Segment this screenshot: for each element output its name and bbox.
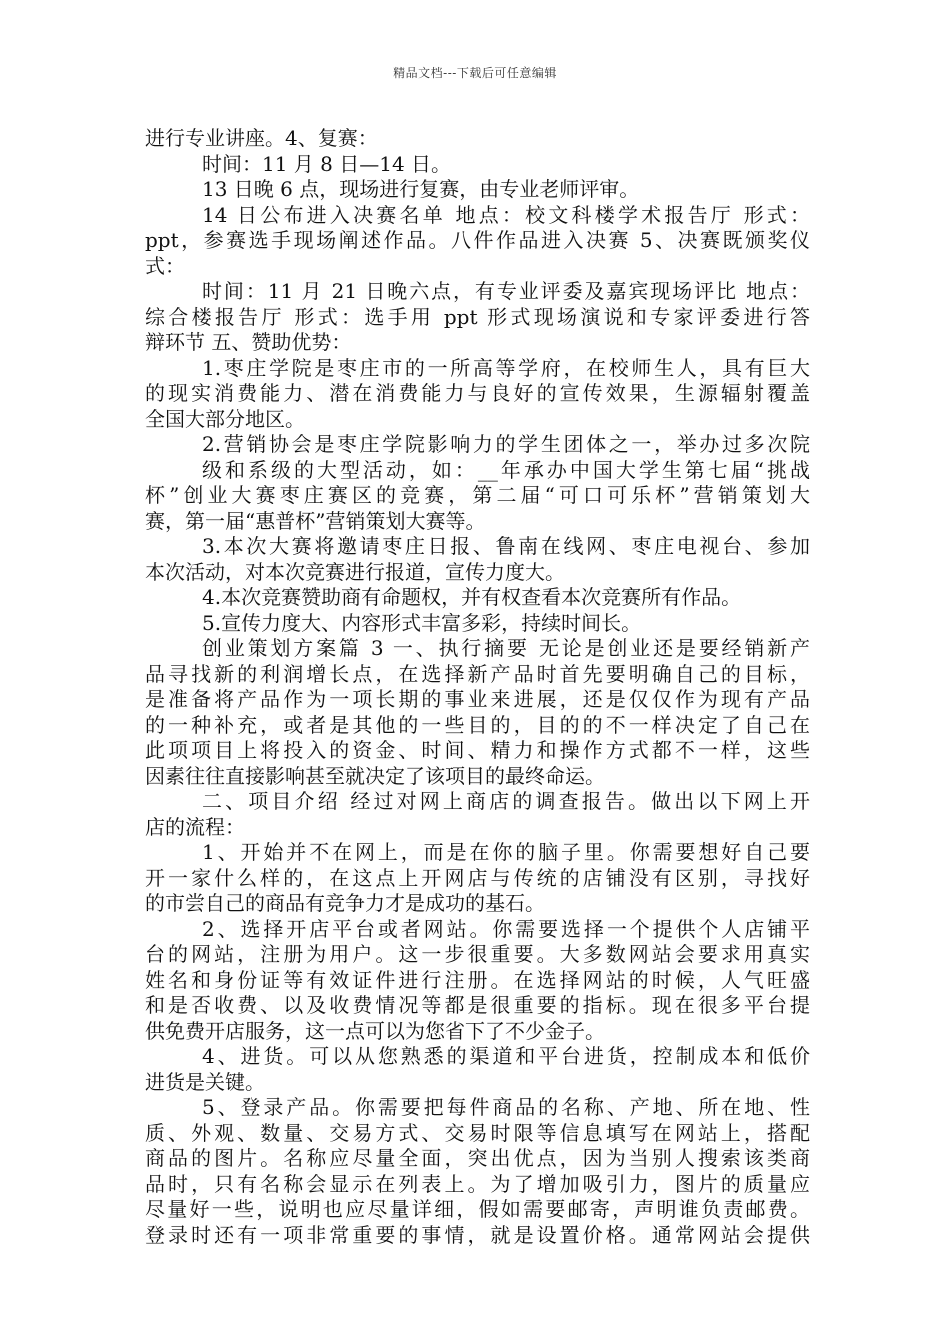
text-line: 的现实消费能力、潜在消费能力与良好的宣传效果，生源辐射覆盖 xyxy=(145,381,810,405)
text-line: 商品的图片。名称应尽量全面，突出优点，因为当别人搜索该类商 xyxy=(145,1146,810,1170)
text-line: 5、登录产品。你需要把每件商品的名称、产地、所在地、性 xyxy=(202,1095,810,1119)
text-line: 综合楼报告厅 形式：选手用 ppt 形式现场演说和专家评委进行答 xyxy=(145,304,810,329)
text-line: 级和系级的大型活动，如：__年承办中国大学生第七届“挑战 xyxy=(202,457,810,482)
text-line: 姓名和身份证等有效证件进行注册。在选择网站的时候，人气旺盛 xyxy=(145,967,810,992)
text-line: 辩环节 五、赞助优势： xyxy=(145,330,352,354)
text-line: 进行专业讲座。4、复赛： xyxy=(145,126,378,150)
text-line: 3.本次大赛将邀请枣庄日报、鲁南在线网、枣庄电视台、参加 xyxy=(202,534,810,558)
text-line: 2.营销协会是枣庄学院影响力的学生团体之一，举办过多次院 xyxy=(202,432,810,456)
text-line: 登录时还有一项非常重要的事情，就是设置价格。通常网站会提供 xyxy=(145,1222,810,1247)
text-line: 4、进货。可以从您熟悉的渠道和平台进货，控制成本和低价 xyxy=(202,1044,810,1068)
text-line: 1、开始并不在网上，而是在你的脑子里。你需要想好自己要 xyxy=(202,840,810,864)
text-line: 尽量好一些，说明也应尽量详细，假如需要邮寄，声明谁负责邮费。 xyxy=(145,1197,810,1221)
text-line: 品寻找新的利润增长点，在选择新产品时首先要明确自己的目标， xyxy=(145,661,810,686)
text-line: 因素往往直接影响甚至就决定了该项目的最终命运。 xyxy=(145,763,605,788)
text-line: 创业策划方案篇 3 一、执行摘要 无论是创业还是要经销新产 xyxy=(202,636,810,660)
text-line: 的市尝自己的商品有竞争力才是成功的基石。 xyxy=(145,891,545,915)
text-line: 是准备将产品作为一项长期的事业来进展，还是仅仅作为现有产品 xyxy=(145,687,810,711)
text-line: 2、选择开店平台或者网站。你需要选择一个提供个人店铺平 xyxy=(202,916,810,941)
text-line: 供免费开店服务，这一点可以为您省下了不少金子。 xyxy=(145,1018,605,1043)
text-line: 5.宣传力度大、内容形式丰富多彩，持续时间长。 xyxy=(202,610,642,635)
text-line: 二、项目介绍 经过对网上商店的调查报告。做出以下网上开 xyxy=(202,789,810,813)
text-line: 全国大部分地区。 xyxy=(145,406,305,431)
text-line: 式： xyxy=(145,253,185,278)
text-line: 时间：11 月 21 日晚六点，有专业评委及嘉宾现场评比 地点： xyxy=(202,279,810,303)
text-line: 质、外观、数量、交易方式、交易时限等信息填写在网站上，搭配 xyxy=(145,1120,810,1145)
text-line: 和是否收费、以及收费情况等都是很重要的指标。现在很多平台提 xyxy=(145,993,810,1017)
text-line: 台的网站，注册为用户。这一步很重要。大多数网站会要求用真实 xyxy=(145,942,810,966)
text-line: 赛，第一届“惠普杯”营销策划大赛等。 xyxy=(145,508,486,533)
text-line: 时间：11 月 8 日—14 日。 xyxy=(202,151,452,176)
text-line: 13 日晚 6 点，现场进行复赛，由专业老师评审。 xyxy=(202,177,640,201)
text-line: 14 日公布进入决赛名单 地点：校文科楼学术报告厅 形式： xyxy=(202,202,810,227)
text-line: 杯”创业大赛枣庄赛区的竞赛，第二届“可口可乐杯”营销策划大 xyxy=(145,483,810,507)
page-header: 精品文档---下载后可任意编辑 xyxy=(393,66,557,80)
text-line: 1.枣庄学院是枣庄市的一所高等学府，在校师生人，具有巨大 xyxy=(202,355,810,380)
text-line: 的一种补充，或者是其他的一些目的，目的的不一样决定了自己在 xyxy=(145,712,810,737)
text-line: 店的流程： xyxy=(145,814,245,839)
text-line: 品时，只有名称会显示在列表上。为了增加吸引力，图片的质量应 xyxy=(145,1171,810,1196)
text-line: 此项项目上将投入的资金、时间、精力和操作方式都不一样，这些 xyxy=(145,738,810,762)
text-line: 本次活动，对本次竞赛进行报道，宣传力度大。 xyxy=(145,559,565,584)
document-body xyxy=(145,126,810,1248)
text-line: 进货是关键。 xyxy=(145,1069,265,1094)
text-line: 4.本次竞赛赞助商有命题权，并有权查看本次竞赛所有作品。 xyxy=(202,585,742,609)
text-line: 开一家什么样的，在这点上开网店与传统的店铺没有区别，寻找好 xyxy=(145,865,810,890)
text-line: ppt，参赛选手现场阐述作品。八件作品进入决赛 5、决赛既颁奖仪 xyxy=(145,228,810,252)
